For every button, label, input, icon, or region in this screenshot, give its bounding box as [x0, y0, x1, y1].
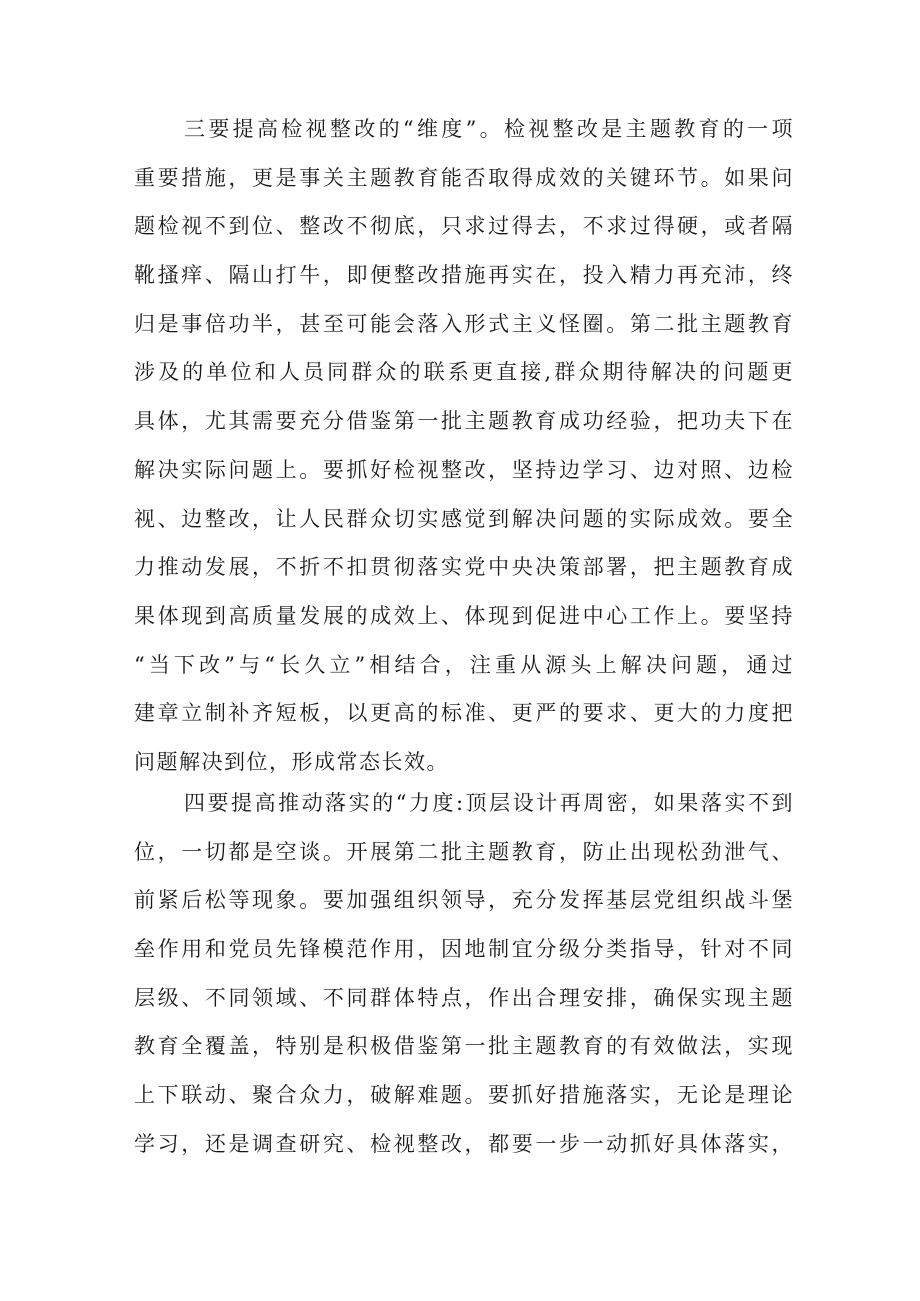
- paragraph-line: 前紧后松等现象。要加强组织领导，充分发挥基层党组织战斗堡: [134, 888, 794, 913]
- paragraph-line: 果体现到高质量发展的成效上、体现到促进中心工作上。要坚持: [134, 603, 794, 628]
- paragraph-line: 归是事倍功半，甚至可能会落入形式主义怪圈。第二批主题教育: [134, 311, 794, 336]
- paragraph-three-requirements-dimension: [134, 105, 794, 787]
- paragraph-line: 靴搔痒、隔山打牛，即便整改措施再实在，投入精力再充沛，终: [134, 263, 794, 288]
- paragraph-four-requirements-strength: [134, 779, 794, 1169]
- paragraph-line: 垒作用和党员先锋模范作用，因地制宜分级分类指导，针对不同: [134, 937, 794, 962]
- paragraph-line: 教育全覆盖，特别是积极借鉴第一批主题教育的有效做法，实现: [134, 1034, 794, 1059]
- paragraph-line: 上下联动、聚合众力，破解难题。要抓好措施落实，无论是理论: [134, 1083, 794, 1108]
- paragraph-line: 四要提高推动落实的“力度:顶层设计再周密，如果落实不到: [184, 791, 794, 815]
- paragraph-line: 涉及的单位和人员同群众的联系更直接,群众期待解决的问题更: [134, 360, 794, 385]
- paragraph-line: 层级、不同领域、不同群体特点，作出合理安排，确保实现主题: [134, 985, 794, 1010]
- paragraph-line: 题检视不到位、整改不彻底，只求过得去，不求过得硬，或者隔: [134, 214, 794, 239]
- paragraph-last-line: 问题解决到位，形成常态长效。: [134, 749, 449, 774]
- paragraph-line: 视、边整改，让人民群众切实感觉到解决问题的实际成效。要全: [134, 506, 794, 531]
- paragraph-line: 重要措施，更是事关主题教育能否取得成效的关键环节。如果问: [134, 165, 794, 190]
- paragraph-line: 建章立制补齐短板，以更高的标准、更严的要求、更大的力度把: [134, 701, 794, 726]
- paragraph-line: 学习，还是调查研究、检视整改，都要一步一动抓好具体落实，: [134, 1131, 794, 1156]
- paragraph-line: 位，一切都是空谈。开展第二批主题教育，防止出现松劲泄气、: [134, 839, 794, 864]
- paragraph-line: 具体，尤其需要充分借鉴第一批主题教育成功经验，把功夫下在: [134, 409, 794, 434]
- paragraph-line: “当下改”与“长久立”相结合，注重从源头上解决问题，通过: [134, 652, 794, 677]
- paragraph-line: 三要提高检视整改的“维度”。检视整改是主题教育的一项: [184, 117, 794, 141]
- paragraph-line: 力推动发展，不折不扣贯彻落实党中央决策部署，把主题教育成: [134, 555, 794, 580]
- paragraph-line: 解决实际问题上。要抓好检视整改，坚持边学习、边对照、边检: [134, 457, 794, 482]
